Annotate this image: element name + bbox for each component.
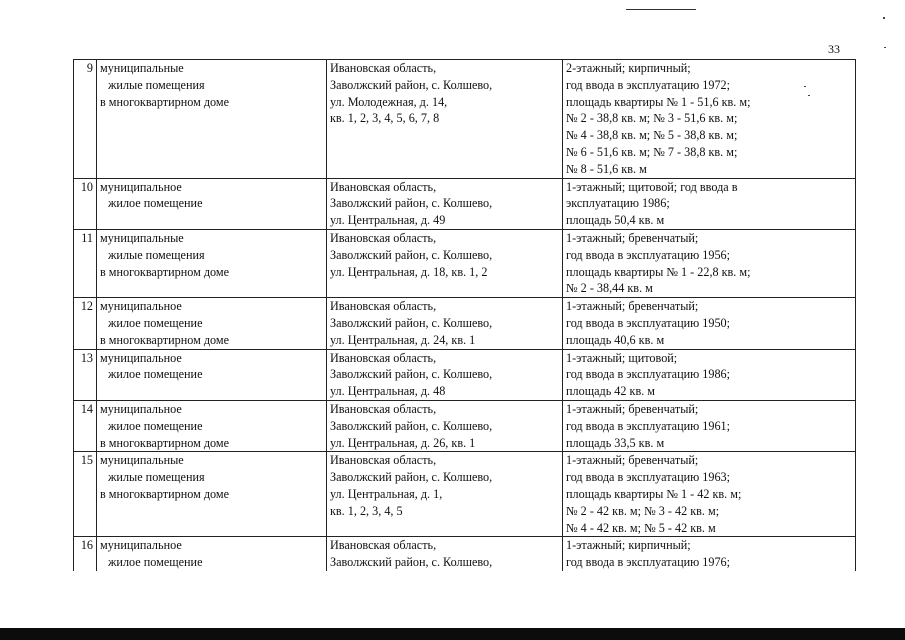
object-name-cell [97,178,327,229]
characteristics-line: 1-этажный; бревенчатый; [566,401,699,416]
address-line: Заволжский район, с. Колшево, [330,367,493,382]
scan-speck [883,17,885,19]
object-name-line: муниципальное [100,350,182,365]
characteristics-line: год ввода в эксплуатацию 1961; [566,418,731,433]
row-number: 11 [74,229,97,297]
characteristics-cell [563,349,856,400]
object-name-line: жилые помещения [108,470,205,485]
address-line: Ивановская область, [330,299,437,314]
table-row [74,400,856,451]
address-cell [327,178,563,229]
characteristics-line: № 2 - 38,44 кв. м [566,281,653,296]
object-name-cell [97,229,327,297]
characteristics-cell [563,229,856,297]
characteristics-line: 1-этажный; бревенчатый; [566,230,699,245]
address-line: Заволжский район, с. Колшево, [330,77,493,92]
characteristics-line: 1-этажный; щитовой; [566,350,678,365]
characteristics-line: год ввода в эксплуатацию 1986; [566,367,731,382]
characteristics-cell [563,400,856,451]
object-name-line: муниципальное [100,538,182,553]
characteristics-line: № 4 - 38,8 кв. м; № 5 - 38,8 кв. м; [566,128,738,143]
characteristics-line: 2-этажный; кирпичный; [566,61,691,75]
object-name-line: в многоквартирном доме [100,264,230,279]
address-line: Заволжский район, с. Колшево, [330,196,493,211]
characteristics-line: площадь 33,5 кв. м [566,435,665,450]
address-line: Ивановская область, [330,401,437,416]
characteristics-cell [563,452,856,537]
row-number: 15 [74,452,97,537]
address-cell [327,298,563,349]
characteristics-line: 1-этажный; бревенчатый; [566,299,699,314]
object-name-line: жилое помещение [108,367,203,382]
address-line: ул. Центральная, д. 24, кв. 1 [330,332,476,347]
address-line: Ивановская область, [330,179,437,194]
address-line: кв. 1, 2, 3, 4, 5, 6, 7, 8 [330,111,440,126]
characteristics-line: год ввода в эксплуатацию 1963; [566,470,731,485]
address-cell [327,452,563,537]
object-name-line: муниципальные [100,230,184,245]
row-number: 16 [74,537,97,571]
table-row [74,298,856,349]
object-name-line: муниципальное [100,299,182,314]
object-name-line: в многоквартирном доме [100,94,230,109]
address-line: ул. Молодежная, д. 14, [330,94,448,109]
address-line: ул. Центральная, д. 18, кв. 1, 2 [330,264,488,279]
object-name-line: жилое помещение [108,418,203,433]
address-line: ул. Центральная, д. 49 [330,213,446,228]
object-name-line: жилое помещение [108,315,203,330]
address-cell [327,229,563,297]
characteristics-cell [563,298,856,349]
characteristics-line: площадь 40,6 кв. м [566,332,665,347]
characteristics-line: год ввода в эксплуатацию 1956; [566,247,731,262]
address-line: Заволжский район, с. Колшево, [330,470,493,485]
table-row [74,349,856,400]
row-number: 13 [74,349,97,400]
address-line: Ивановская область, [330,61,437,75]
address-line: Ивановская область, [330,350,437,365]
row-number: 10 [74,178,97,229]
characteristics-line: год ввода в эксплуатацию 1950; [566,315,731,330]
characteristics-line: № 8 - 51,6 кв. м [566,161,647,176]
property-registry-table [73,59,856,571]
characteristics-line: площадь квартиры № 1 - 42 кв. м; [566,486,742,501]
object-name-line: жилые помещения [108,247,205,262]
characteristics-cell [563,178,856,229]
page-number: 33 [828,42,840,56]
object-name-line: в многоквартирном доме [100,435,230,450]
object-name-line: жилое помещение [108,196,203,211]
scan-speck [884,47,886,48]
object-name-cell [97,452,327,537]
address-line: Заволжский район, с. Колшево, [330,315,493,330]
characteristics-line: 1-этажный; щитовой; год ввода в [566,179,738,194]
row-number: 14 [74,400,97,451]
table-row [74,60,856,179]
address-cell [327,537,563,571]
address-line: Ивановская область, [330,230,437,245]
object-name-line: жилые помещения [108,77,205,92]
table-row [74,537,856,571]
address-line: Ивановская область, [330,538,437,553]
address-line: кв. 1, 2, 3, 4, 5 [330,503,403,518]
address-cell [327,400,563,451]
object-name-line: в многоквартирном доме [100,332,230,347]
characteristics-line: № 4 - 42 кв. м; № 5 - 42 кв. м [566,520,716,535]
registry-body [74,60,856,571]
characteristics-line: площадь квартиры № 1 - 22,8 кв. м; [566,264,751,279]
address-line: ул. Центральная, д. 26, кв. 1 [330,435,476,450]
object-name-cell [97,298,327,349]
object-name-line: жилое помещение [108,555,203,570]
address-cell [327,349,563,400]
address-line: Заволжский район, с. Колшево, [330,418,493,433]
object-name-line: в многоквартирном доме [100,486,230,501]
characteristics-line: № 2 - 42 кв. м; № 3 - 42 кв. м; [566,503,720,518]
row-number: 9 [74,60,97,179]
address-line: Ивановская область, [330,453,437,468]
characteristics-line: 1-этажный; кирпичный; [566,538,691,553]
table-row [74,452,856,537]
address-line: ул. Центральная, д. 48 [330,384,446,399]
characteristics-cell [563,60,856,179]
characteristics-line: площадь 42 кв. м [566,384,656,399]
header-rule [626,9,696,10]
address-cell [327,60,563,179]
object-name-cell [97,349,327,400]
table-row [74,178,856,229]
characteristics-line: площадь 50,4 кв. м [566,213,665,228]
row-number: 12 [74,298,97,349]
characteristics-line: № 2 - 38,8 кв. м; № 3 - 51,6 кв. м; [566,111,738,126]
object-name-line: муниципальное [100,179,182,194]
object-name-cell [97,400,327,451]
characteristics-line: № 6 - 51,6 кв. м; № 7 - 38,8 кв. м; [566,144,738,159]
address-line: ул. Центральная, д. 1, [330,486,443,501]
object-name-cell [97,60,327,179]
scan-edge-bar [0,628,905,640]
table-row [74,229,856,297]
object-name-line: муниципальное [100,401,182,416]
characteristics-cell [563,537,856,571]
address-line: Заволжский район, с. Колшево, [330,247,493,262]
object-name-line: муниципальные [100,61,184,75]
characteristics-line: год ввода в эксплуатацию 1972; [566,77,731,92]
characteristics-line: год ввода в эксплуатацию 1976; [566,555,731,570]
object-name-cell [97,537,327,571]
characteristics-line: площадь квартиры № 1 - 51,6 кв. м; [566,94,751,109]
characteristics-line: 1-этажный; бревенчатый; [566,453,699,468]
characteristics-line: эксплуатацию 1986; [566,196,670,211]
object-name-line: муниципальные [100,453,184,468]
address-line: Заволжский район, с. Колшево, [330,555,493,570]
